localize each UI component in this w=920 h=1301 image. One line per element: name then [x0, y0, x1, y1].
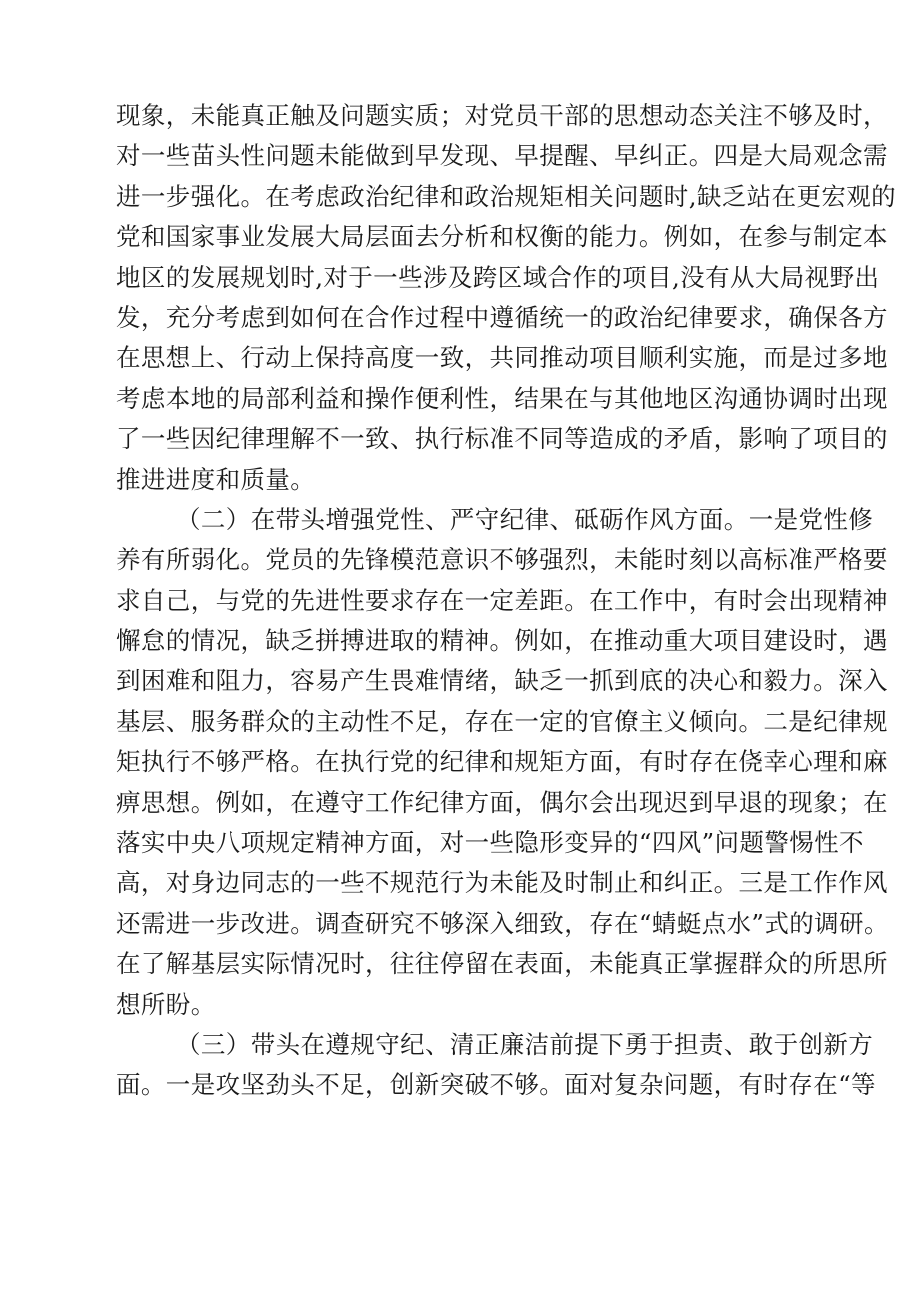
- text-line: 高，对身边同志的一些不规范行为未能及时制止和纠正。三是工作作风: [116, 868, 888, 898]
- paragraph-1: [116, 96, 897, 500]
- text-line: 考虑本地的局部利益和操作便利性，结果在与其他地区沟通协调时出现: [116, 383, 888, 413]
- text-line: 对一些苗头性问题未能做到早发现、早提醒、早纠正。四是大局观念需: [116, 141, 888, 171]
- text-line: 痹思想。例如，在遵守工作纪律方面，偶尔会出现迟到早退的现象；在: [116, 787, 888, 817]
- text-line: 懈怠的情况，缺乏拼搏进取的精神。例如，在推动重大项目建设时，遇: [116, 626, 888, 656]
- paragraph-3: [116, 1025, 876, 1106]
- text-line: 还需进一步改进。调查研究不够深入细致，存在“蜻蜓点水”式的调研。: [116, 908, 889, 938]
- paragraph-2: [116, 500, 889, 1025]
- text-line: 落实中央八项规定精神方面，对一些隐形变异的“四风”问题警惕性不: [116, 828, 864, 858]
- text-line: 基层、服务群众的主动性不足，存在一定的官僚主义倾向。二是纪律规: [116, 706, 888, 736]
- text-line: （二）在带头增强党性、严守纪律、砥砺作风方面。一是党性修: [176, 504, 874, 534]
- text-line: （三）带头在遵规守纪、清正廉洁前提下勇于担责、敢于创新方: [176, 1029, 874, 1059]
- document-page: [116, 96, 897, 1106]
- text-line: 党和国家事业发展大局层面去分析和权衡的能力。例如，在参与制定本: [116, 222, 888, 252]
- text-line: 发，充分考虑到如何在合作过程中遵循统一的政治纪律要求，确保各方: [116, 302, 888, 332]
- text-line: 矩执行不够严格。在执行党的纪律和规矩方面，有时存在侥幸心理和麻: [116, 747, 888, 777]
- text-line: 养有所弱化。党员的先锋模范意识不够强烈，未能时刻以高标准严格要: [116, 545, 888, 575]
- text-line: 了一些因纪律理解不一致、执行标准不同等造成的矛盾，影响了项目的: [116, 424, 888, 454]
- text-line: 现象，未能真正触及问题实质；对党员干部的思想动态关注不够及时，: [116, 101, 888, 130]
- text-line: 在了解基层实际情况时，往往停留在表面，未能真正掌握群众的所思所: [116, 949, 888, 979]
- text-line: 在思想上、行动上保持高度一致，共同推动项目顺利实施，而是过多地: [116, 343, 888, 373]
- text-line: 地区的发展规划时,对于一些涉及跨区域合作的项目,没有从大局视野出: [116, 262, 880, 292]
- text-line: 进一步强化。在考虑政治纪律和政治规矩相关问题时,缺乏站在更宏观的: [116, 181, 897, 211]
- text-line: 面。一是攻坚劲头不足，创新突破不够。面对复杂问题，有时存在“等: [116, 1070, 876, 1100]
- text-line: 到困难和阻力，容易产生畏难情绪，缺乏一抓到底的决心和毅力。深入: [116, 666, 888, 696]
- text-line: 想所盼。: [116, 989, 216, 1019]
- text-line: 推进进度和质量。: [116, 464, 316, 494]
- text-line: 求自己，与党的先进性要求存在一定差距。在工作中，有时会出现精神: [116, 585, 888, 615]
